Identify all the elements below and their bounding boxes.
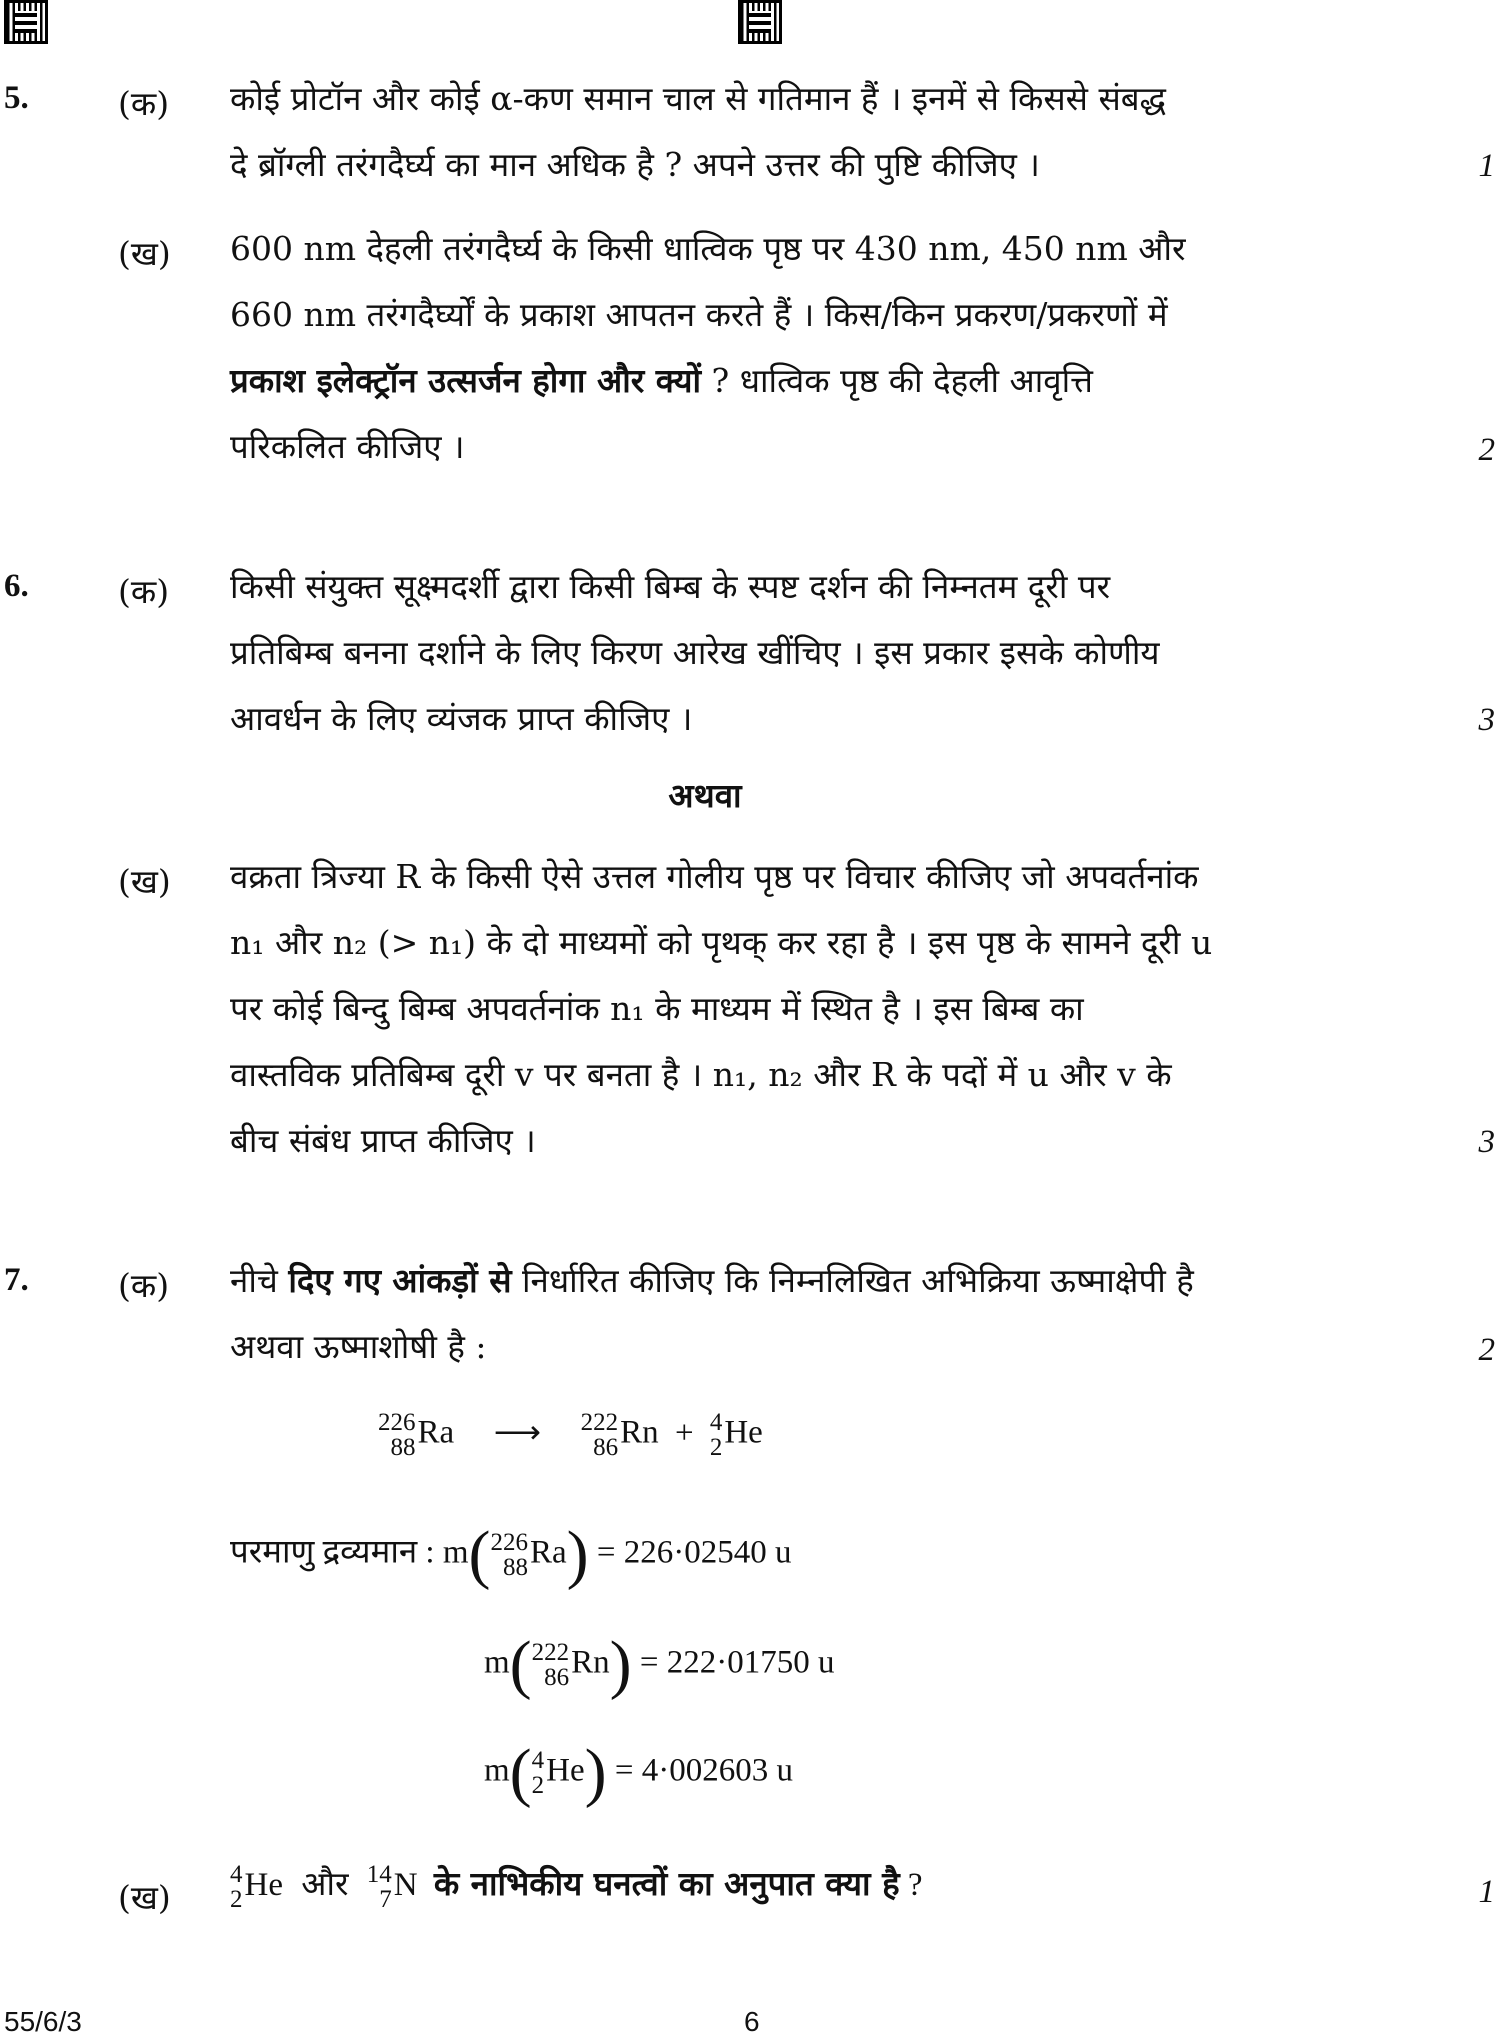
element-symbol: Ra bbox=[417, 1414, 455, 1451]
marks: 3 bbox=[1478, 702, 1495, 738]
text-line: किसी संयुक्त सूक्ष्मदर्शी द्वारा किसी बिम्ब के स्पष्ट दर्शन की निम्नतम दूरी पर bbox=[230, 567, 1111, 606]
paren-close: ) bbox=[609, 1628, 632, 1701]
question-text bbox=[230, 216, 1413, 480]
element-symbol: Rn bbox=[571, 1644, 610, 1681]
marks: 3 bbox=[1478, 1124, 1495, 1160]
atomic-number: 88 bbox=[390, 1434, 416, 1461]
question-number: 6. bbox=[4, 568, 29, 604]
nuclide-rn bbox=[532, 1640, 570, 1690]
nuclide-he bbox=[710, 1410, 723, 1460]
text-line: बीच संबंध प्राप्त कीजिए । bbox=[230, 1121, 536, 1160]
text-line: वास्तविक प्रतिबिम्ब दूरी v पर बनता है । n₁, n₂ और R के पदों में u और v के bbox=[230, 1055, 1172, 1094]
text-line: वक्रता त्रिज्या R के किसी ऐसे उत्तल गोलीय पृष्ठ पर विचार कीजिए जो अपवर्तनांक bbox=[230, 857, 1199, 896]
marks: 2 bbox=[1478, 432, 1495, 468]
atomic-mass-label: परमाणु द्रव्यमान : m bbox=[230, 1534, 469, 1571]
subpart-label: (ख) bbox=[118, 234, 171, 273]
mass-number: 222 bbox=[531, 1639, 570, 1666]
mass-number: 4 bbox=[709, 1409, 723, 1436]
or-divider: अथवा bbox=[668, 776, 742, 815]
text: निर्धारित कीजिए कि निम्नलिखित अभिक्रिया ऊष्माक्षेपी है bbox=[511, 1261, 1194, 1300]
mass-number: 226 bbox=[378, 1409, 416, 1436]
paren-close: ) bbox=[584, 1736, 607, 1809]
qr-code-icon bbox=[4, 0, 48, 44]
text-line bbox=[230, 1248, 1413, 1314]
paren-open: ( bbox=[509, 1628, 532, 1701]
subpart-label: (ख) bbox=[118, 1878, 171, 1917]
nuclide-he bbox=[230, 1862, 243, 1912]
question-number: 5. bbox=[4, 80, 29, 116]
text-line: 600 nm देहली तरंगदैर्घ्य के किसी धात्विक पृष्ठ पर 430 nm, 450 nm और bbox=[230, 229, 1186, 268]
paren-open: ( bbox=[468, 1518, 491, 1591]
mass-number: 222 bbox=[580, 1409, 619, 1436]
text-line: दे ब्रॉग्ली तरंगदैर्घ्य का मान अधिक है ? अपने उत्तर की पुष्टि कीजिए । bbox=[230, 145, 1040, 184]
subpart-label: (क) bbox=[118, 84, 170, 123]
marks: 1 bbox=[1478, 1874, 1495, 1910]
page-number: 6 bbox=[744, 2006, 760, 2037]
element-symbol: Ra bbox=[530, 1534, 567, 1571]
mass-number: 14 bbox=[366, 1861, 392, 1889]
atomic-number: 7 bbox=[379, 1886, 392, 1914]
text: ? bbox=[899, 1867, 923, 1903]
nuclear-reaction bbox=[378, 1410, 763, 1460]
question-text bbox=[230, 844, 1413, 1174]
text-line: पर कोई बिन्दु बिम्ब अपवर्तनांक n₁ के माध्यम में स्थित है । इस बिम्ब का bbox=[230, 989, 1084, 1028]
mass-number: 226 bbox=[490, 1529, 528, 1556]
nuclide-he bbox=[532, 1748, 545, 1798]
question-number: 7. bbox=[4, 1262, 29, 1298]
plus-sign: + bbox=[674, 1414, 694, 1451]
paren-close: ) bbox=[566, 1518, 589, 1591]
nuclide-rn bbox=[581, 1410, 619, 1460]
element-symbol: Rn bbox=[620, 1414, 659, 1451]
element-symbol: N bbox=[393, 1867, 418, 1903]
question-text bbox=[230, 1860, 923, 1912]
atomic-number: 2 bbox=[230, 1886, 243, 1914]
atomic-number: 86 bbox=[544, 1664, 570, 1691]
atomic-number: 86 bbox=[593, 1434, 619, 1461]
bold-text: प्रकाश इलेक्ट्रॉन उत्सर्जन होगा और क्यों bbox=[230, 361, 702, 400]
qr-code-icon bbox=[738, 0, 782, 44]
question-text bbox=[230, 554, 1413, 752]
atomic-number: 2 bbox=[531, 1772, 545, 1799]
mass-rn bbox=[484, 1628, 835, 1701]
mass-number: 4 bbox=[531, 1747, 545, 1774]
nuclide-n bbox=[367, 1862, 392, 1912]
atomic-number: 2 bbox=[709, 1434, 723, 1461]
text-line: परिकलित कीजिए । bbox=[230, 427, 465, 466]
text-line: आवर्धन के लिए व्यंजक प्राप्त कीजिए । bbox=[230, 699, 693, 738]
element-symbol: He bbox=[724, 1414, 763, 1451]
bold-text: के नाभिकीय घनत्वों का अनुपात क्या है bbox=[433, 1864, 900, 1903]
mass-number: 4 bbox=[230, 1861, 243, 1889]
bold-text: दिए गए आंकड़ों से bbox=[288, 1261, 512, 1300]
text-line: 660 nm तरंगदैर्घ्यों के प्रकाश आपतन करते हैं । किस/किन प्रकरण/प्रकरणों में bbox=[230, 295, 1168, 334]
mass-value: = 226·02540 u bbox=[596, 1534, 792, 1571]
reaction-arrow-icon: ⟶ bbox=[493, 1414, 542, 1451]
mass-he bbox=[484, 1736, 793, 1809]
question-text bbox=[230, 66, 1413, 198]
mass-value: = 222·01750 u bbox=[639, 1644, 835, 1681]
subpart-label: (क) bbox=[118, 1266, 170, 1305]
text-line: n₁ और n₂ (> n₁) के दो माध्यमों को पृथक् कर रहा है । इस पृष्ठ के सामने दूरी u bbox=[230, 923, 1213, 962]
text-line: प्रतिबिम्ब बनना दर्शाने के लिए किरण आरेख खींचिए । इस प्रकार इसके कोणीय bbox=[230, 633, 1160, 672]
element-symbol: He bbox=[546, 1752, 585, 1789]
text: ? धात्विक पृष्ठ की देहली आवृत्ति bbox=[701, 361, 1093, 400]
question-text bbox=[230, 1248, 1413, 1380]
paren-open: ( bbox=[509, 1736, 532, 1809]
mass-ra bbox=[230, 1518, 792, 1591]
mass-value: = 4·002603 u bbox=[614, 1752, 793, 1789]
nuclide-ra bbox=[491, 1530, 529, 1580]
marks: 2 bbox=[1478, 1332, 1495, 1368]
subpart-label: (ख) bbox=[118, 862, 171, 901]
subpart-label: (क) bbox=[118, 572, 170, 611]
marks: 1 bbox=[1478, 148, 1495, 184]
text: नीचे bbox=[230, 1261, 289, 1300]
atomic-number: 88 bbox=[503, 1554, 528, 1581]
nuclide-ra bbox=[378, 1410, 416, 1460]
mass-prefix: m bbox=[484, 1644, 510, 1681]
text-line: अथवा ऊष्माशोषी है : bbox=[230, 1327, 487, 1366]
mass-prefix: m bbox=[484, 1752, 510, 1789]
text-line: कोई प्रोटॉन और कोई α-कण समान चाल से गतिमान हैं । इनमें से किससे संबद्ध bbox=[230, 79, 1166, 118]
text: और bbox=[301, 1864, 349, 1903]
element-symbol: He bbox=[244, 1867, 283, 1903]
paper-code: 55/6/3 bbox=[4, 2006, 82, 2037]
text-line bbox=[230, 348, 1413, 414]
